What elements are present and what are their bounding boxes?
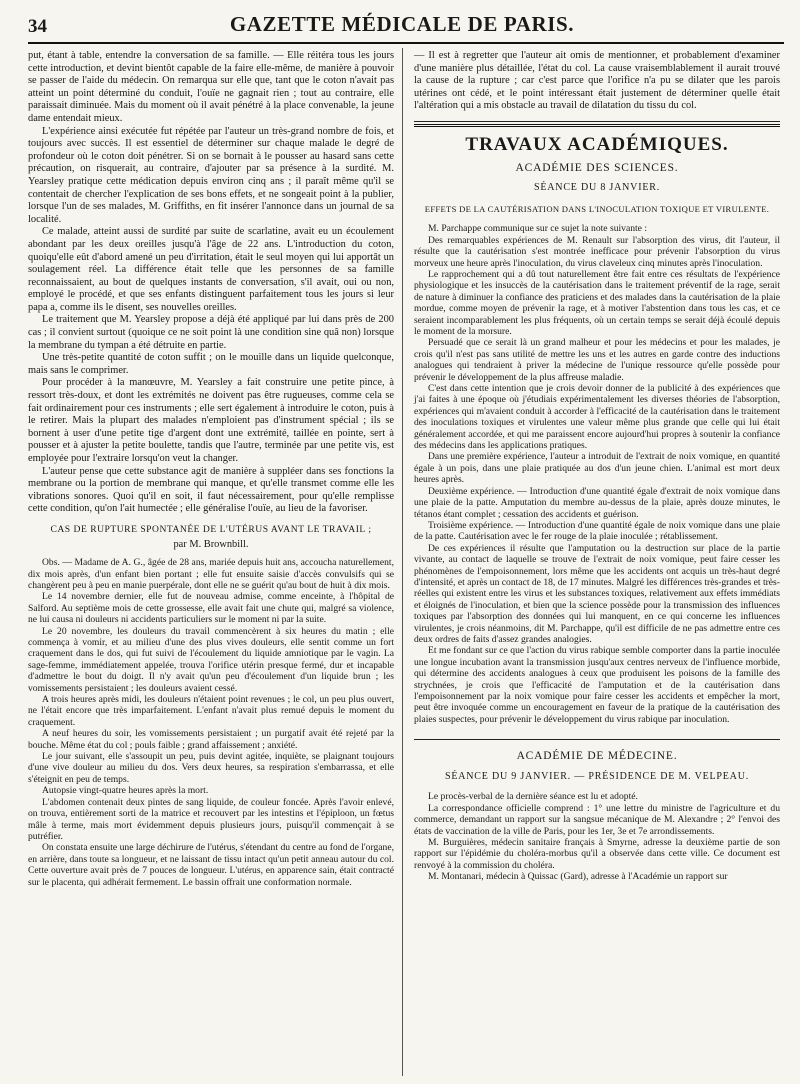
running-title: GAZETTE MÉDICALE DE PARIS. xyxy=(229,12,575,36)
section-rule-double xyxy=(414,124,780,127)
case-title: CAS DE RUPTURE SPONTANÉE DE L'UTÉRUS AVANT LE TRAVAIL ; xyxy=(50,523,372,535)
page-number: 34 xyxy=(28,16,47,37)
paragraph: L'auteur pense que cette substance agit de manière à suppléer dans ses fonctions la membrane ou la portion de membrane qui manque, et qu'elle transmet comme elle les vibrations sonores. Quoi qu'il en soit, il faut nécessairement, pour qu'elle remplisse cette condition, qu'on l'ait humectée ; elle généralise l'ouïe, au lieu de la favoriser. xyxy=(28,465,394,515)
right-column xyxy=(414,50,780,883)
paragraph: De ces expériences il résulte que l'amputation ou la destruction sur place de la partie vivante, au contact de laquelle se trouve de l'extrait de noix vomique, peut faire cesser les phénomènes de l'empoisonnement, lors même que les accidents ont acquis un très-haut degré d'intensité, et après un contact de 18, de 17 minutes. Malgré les différences très-grandes et très-réelles qui existent entre les virus et les substances toxiques, relativement aux effets immédiats et éloignés de l'inoculation, et bien que la science possède pour la transmission des influences toxiques par l'absorption des données qui lui manquent, en ce qui concerne les influences virulentes, je crois néanmoins, dit M. Parchappe, qu'il est difficile de ne pas admettre entre ces deux ordres de faits d'assez grandes analogies. xyxy=(414,542,780,645)
paragraph: Ce malade, atteint aussi de surdité par suite de scarlatine, avait eu un écoulement abondant par les deux oreilles jusqu'à l'âge de 22 ans. L'introduction du coton, quoiqu'elle eût d'abord amené un peu d'irritation, était le seul moyen qui lui apportât un soulagement réel. La différence était telle que les personnes de sa famille reconnaissaient, au bout de quelques instants de conversation, s'il avait, oui ou non, employé le procédé, et que ses enfants distinguent parfaitement tous les jours si leur papa a, comme ils le disent, ses nouvelles oreilles. xyxy=(28,226,394,313)
paragraph: La correspondance officielle comprend : 1° une lettre du ministre de l'agriculture et du commerce, demandant un rapport sur la sangsue mécanique de M. Alexandre ; 2° l'envoi des états de vaccination de la ville de Paris, pour les 1er, 3e et 7e arrondissements. xyxy=(414,802,780,837)
section-rule xyxy=(414,121,780,122)
paragraph: Et me fondant sur ce que l'action du virus rabique semble comporter dans la partie inoculée une longue incubation avant la transmission jusqu'aux centres nerveux de l'influence morbide, qui détermine des accidents analogues à ceux que produisent les poisons de la famille des strychnées, je crois que l'efficacité de l'amputation et de la cautérisation dans l'empoisonnement par la noix vomique pour faire cesser les accidents et empêcher la mort, peut être invoquée comme un encouragement en faveur de la pratique de la cautérisation des plaies suspectes, pour prévenir le développement du virus rabique par inoculation. xyxy=(414,645,780,725)
case-paragraph: Obs. — Madame de A. G., âgée de 28 ans, mariée depuis huit ans, accoucha naturellement, dix mois après, d'un enfant bien portant ; elle fut ensuite saisie d'accès convulsifs qui se changèrent peu à peu en manie puerpérale, dont elle ne se guérit qu'au bout de huit à dix mois. xyxy=(28,557,394,591)
case-paragraph: Le jour suivant, elle s'assoupit un peu, puis devint agitée, inquiète, se plaignant toujours d'une vive douleur au milieu du dos. Vers deux heures, sa respiration s'embarrassa, et elle s'éteignit en peu de temps. xyxy=(28,751,394,785)
paragraph: L'expérience ainsi exécutée fut répétée par l'auteur un très-grand nombre de fois, et toujours avec succès. Il est essentiel de déterminer sur chaque malade le degré de profondeur où le coton doit pénétrer. Si on se bornait à le pousser au hasard sans cette précaution, on risquerait, au contraire, d'ajouter par sa présence à la surdité. M. Yearsley pratique cette médication depuis environ cinq ans ; il paraît même qu'il se contentait de chercher l'explication de ses bons effets, et ne songeait point à la publier, lorsque l'un de ses malades, M. Griffiths, en fit insérer l'annonce dans un journal de sa localité. xyxy=(28,125,394,225)
case-paragraph: Autopsie vingt-quatre heures après la mort. xyxy=(42,785,209,797)
seance-heading: SÉANCE DU 9 JANVIER. — PRÉSIDENCE DE M. VELPEAU. xyxy=(444,770,750,782)
academy-title: ACADÉMIE DES SCIENCES. xyxy=(515,161,679,174)
section-rule xyxy=(414,739,780,740)
case-author: par M. Brownbill. xyxy=(173,538,249,550)
left-column xyxy=(28,50,394,888)
paragraph: M. Burguières, médecin sanitaire français à Smyrne, adresse la deuxième partie de son rapport sur l'épidémie du choléra-morbus qu'il a observée dans cette ville. Ce document est renvoyé à la commission du choléra. xyxy=(414,837,780,871)
subject-heading: EFFETS DE LA CAUTÉRISATION DANS L'INOCULATION TOXIQUE ET VIRULENTE. xyxy=(424,203,770,214)
paragraph: Le rapprochement qui a dû tout naturellement être fait entre ces résultats de l'expérience physiologique et les insuccès de la cautérisation dans le traitement préventif de la rage, serait de nature à diminuer la confiance des praticiens et des malades dans la cautérisation de la plaie mordue, comme moyen de prévenir la rage, et à motiver l'abstention dans tous les cas, et ce seraient incomparablement les plus fréquents, où un certain temps se serait déjà écoulé depuis le moment de la morsure. xyxy=(414,268,780,337)
paragraph: M. Parchappe communique sur ce sujet la note suivante : xyxy=(428,223,647,235)
paragraph: M. Montanari, médecin à Quissac (Gard), adresse à l'Académie un rapport sur xyxy=(428,871,728,883)
paragraph: Une très-petite quantité de coton suffit ; on le mouille dans un liquide quelconque, mais sans le comprimer. xyxy=(28,352,394,376)
column-divider xyxy=(402,48,403,1076)
paragraph: Le procès-verbal de la dernière séance est lu et adopté. xyxy=(428,791,638,803)
header-rule xyxy=(28,42,784,44)
section-title: TRAVAUX ACADÉMIQUES. xyxy=(465,133,729,155)
paragraph: Le traitement que M. Yearsley propose a déjà été appliqué par lui dans près de 200 cas ; il convient surtout (quoique ce ne soit point là une condition sine quâ non) lorsque la membrane du tympan a été détruite en partie. xyxy=(28,314,394,351)
paragraph: Persuadé que ce serait là un grand malheur et pour les médecins et pour les malades, je crois qu'il n'est pas sans utilité de mettre les uns et les autres en garde contre des inductions analogues qui tendraient à priver la médecine de l'unique ressource qu'elle possède pour prévenir le développement de la plus affreuse maladie. xyxy=(414,337,780,383)
paragraph: C'est dans cette intention que je crois devoir donner de la publicité à des expériences que j'ai faites à une époque où j'étudiais expérimentalement les diverses théories de l'absorption, expériences qui m'avaient conduit à accorder à l'efficacité de la cautérisation dans le traitement des inoculations toxiques et virulentes une valeur même plus grande que celle qui lui était généralement accordée, et qui me paraissent encore aujourd'hui propres à soutenir la confiance des médecins dans les applications pratiques. xyxy=(414,383,780,452)
paragraph: Deuxième expérience. — Introduction d'une quantité égale d'extrait de noix vomique dans une plaie de la patte. Amputation du membre au-dessus de la plaie, après douze minutes, le tétanos étant complet ; cessation des accidents et guérison. xyxy=(414,485,780,520)
paragraph: Des remarquables expériences de M. Renault sur l'absorption des virus, dit l'auteur, il résulte que la cautérisation s'est montrée inefficace pour prévenir l'absorption du virus morveux une heure après l'inoculation, du virus claveleux cinq minutes après l'inoculation. xyxy=(414,234,780,269)
paragraph: Dans une première expérience, l'auteur a introduit de l'extrait de noix vomique, en quantité égale à un pois, dans une plaie pratiquée au dos d'un jeune chien. L'animal est mort deux heures après. xyxy=(414,451,780,486)
case-paragraph: On constata ensuite une large déchirure de l'utérus, s'étendant du centre au fond de l'organe, en arrière, dans toute sa longueur, et ne laissant de tissu intact qu'un petit anneau autour du col. Cette ouverture avait près de 7 pouces de longueur. L'utérus, en apparence sain, était contracté sur le placenta, qui adhérait fermement. Le bassin offrait une conformation normale. xyxy=(28,842,394,888)
academy-title: ACADÉMIE DE MÉDECINE. xyxy=(516,750,678,763)
paragraph: Pour procéder à la manœuvre, M. Yearsley a fait construire une petite pince, à ressort très-doux, et dont les extrémités ne doivent pas être rugueuses, comme cela se fait ordinairement pour ces instruments ; elle sert également à introduire le coton, puis à le retirer. Mais la plupart des malades n'emploient pas d'instrument spécial ; ils se bornent à user d'une petite tige d'argent dont une extrémité, taillée en pointe, sert à pousser et à ajuster la petite boulette, tandis que l'autre, terminée par une petite vis, est employée pour l'extraire lorsqu'on veut la changer. xyxy=(28,377,394,464)
case-paragraph: L'abdomen contenait deux pintes de sang liquide, de couleur foncée. Après l'avoir enlevé, on trouva, entièrement sorti de la matrice et recouvert par les intestins et l'épiploon, un fœtus mâle à terme, mais mort évidemment depuis plusieurs jours, puisqu'il commençait à se putréfier. xyxy=(28,796,394,842)
case-paragraph: Le 14 novembre dernier, elle fut de nouveau admise, comme enceinte, à l'hôpital de Salford. Au septième mois de cette grossesse, elle avait fait une chute qui, malgré sa violence, ne lui causa ni douleurs ni accidents particuliers sur le moment ni par la suite. xyxy=(28,591,394,626)
seance-heading: SÉANCE DU 8 JANVIER. xyxy=(534,182,660,194)
case-paragraph: Le 20 novembre, les douleurs du travail commencèrent à six heures du matin ; elle commença à vomir, et au milieu d'une des plus vives douleurs, elle sentit comme un fort craquement dans le dos, qui fut suivi de l'écoulement du liquide amniotique par le vagin. La sage-femme, immédiatement appelée, trouva l'orifice utérin presque fermé, dur et incapable d'admettre le bout du doigt. Il n'y avait qu'un peu d'écoulement d'un liquide brun ; les vomissements persistaient ; les douleurs avaient cessé. xyxy=(28,625,394,694)
case-paragraph: A trois heures après midi, les douleurs n'étaient point revenues ; le col, un peu plus ouvert, ne l'était encore que très imparfaitement. L'enfant n'avait plus remué depuis le moment du craquement. xyxy=(28,694,394,728)
page-header xyxy=(28,10,776,38)
paragraph: put, étant à table, entendre la conversation de sa famille. — Elle réitéra tous les jours cette introduction, et devint bientôt capable de la faire elle-même, de manière à pouvoir se passer de l'aide du médecin. On remarqua sur elle que, tant que le coton n'avait pas atteint un point déterminé du conduit, l'ouïe ne gagnait rien ; tout au contraire, elle paraissait diminuée. Mais du moment où il avait pénétré à la place convenable, la jeune dame entendait mieux. xyxy=(28,50,394,124)
paragraph: Troisième expérience. — Introduction d'une quantité égale de noix vomique dans une plaie de la patte. Cautérisation avec le fer rouge de la plaie inoculée ; rétablissement. xyxy=(414,519,780,543)
paragraph: — Il est à regretter que l'auteur ait omis de mentionner, et probablement d'examiner d'une manière plus détaillée, l'état du col. La cause vraisemblablement il aurait trouvé la cause de la rupture ; car c'est parce que l'orifice n'a pu se dilater que les parois utérines ont cédé, et le point intéressant était justement de déterminer quelle était l'altération qui a mis obstacle au travail de dilatation du tissu du col. xyxy=(414,50,780,112)
case-paragraph: A neuf heures du soir, les vomissements persistaient ; un purgatif avait été rejeté par la bouche. Même état du col ; pouls faible ; grand affaissement ; anxiété. xyxy=(28,728,394,751)
